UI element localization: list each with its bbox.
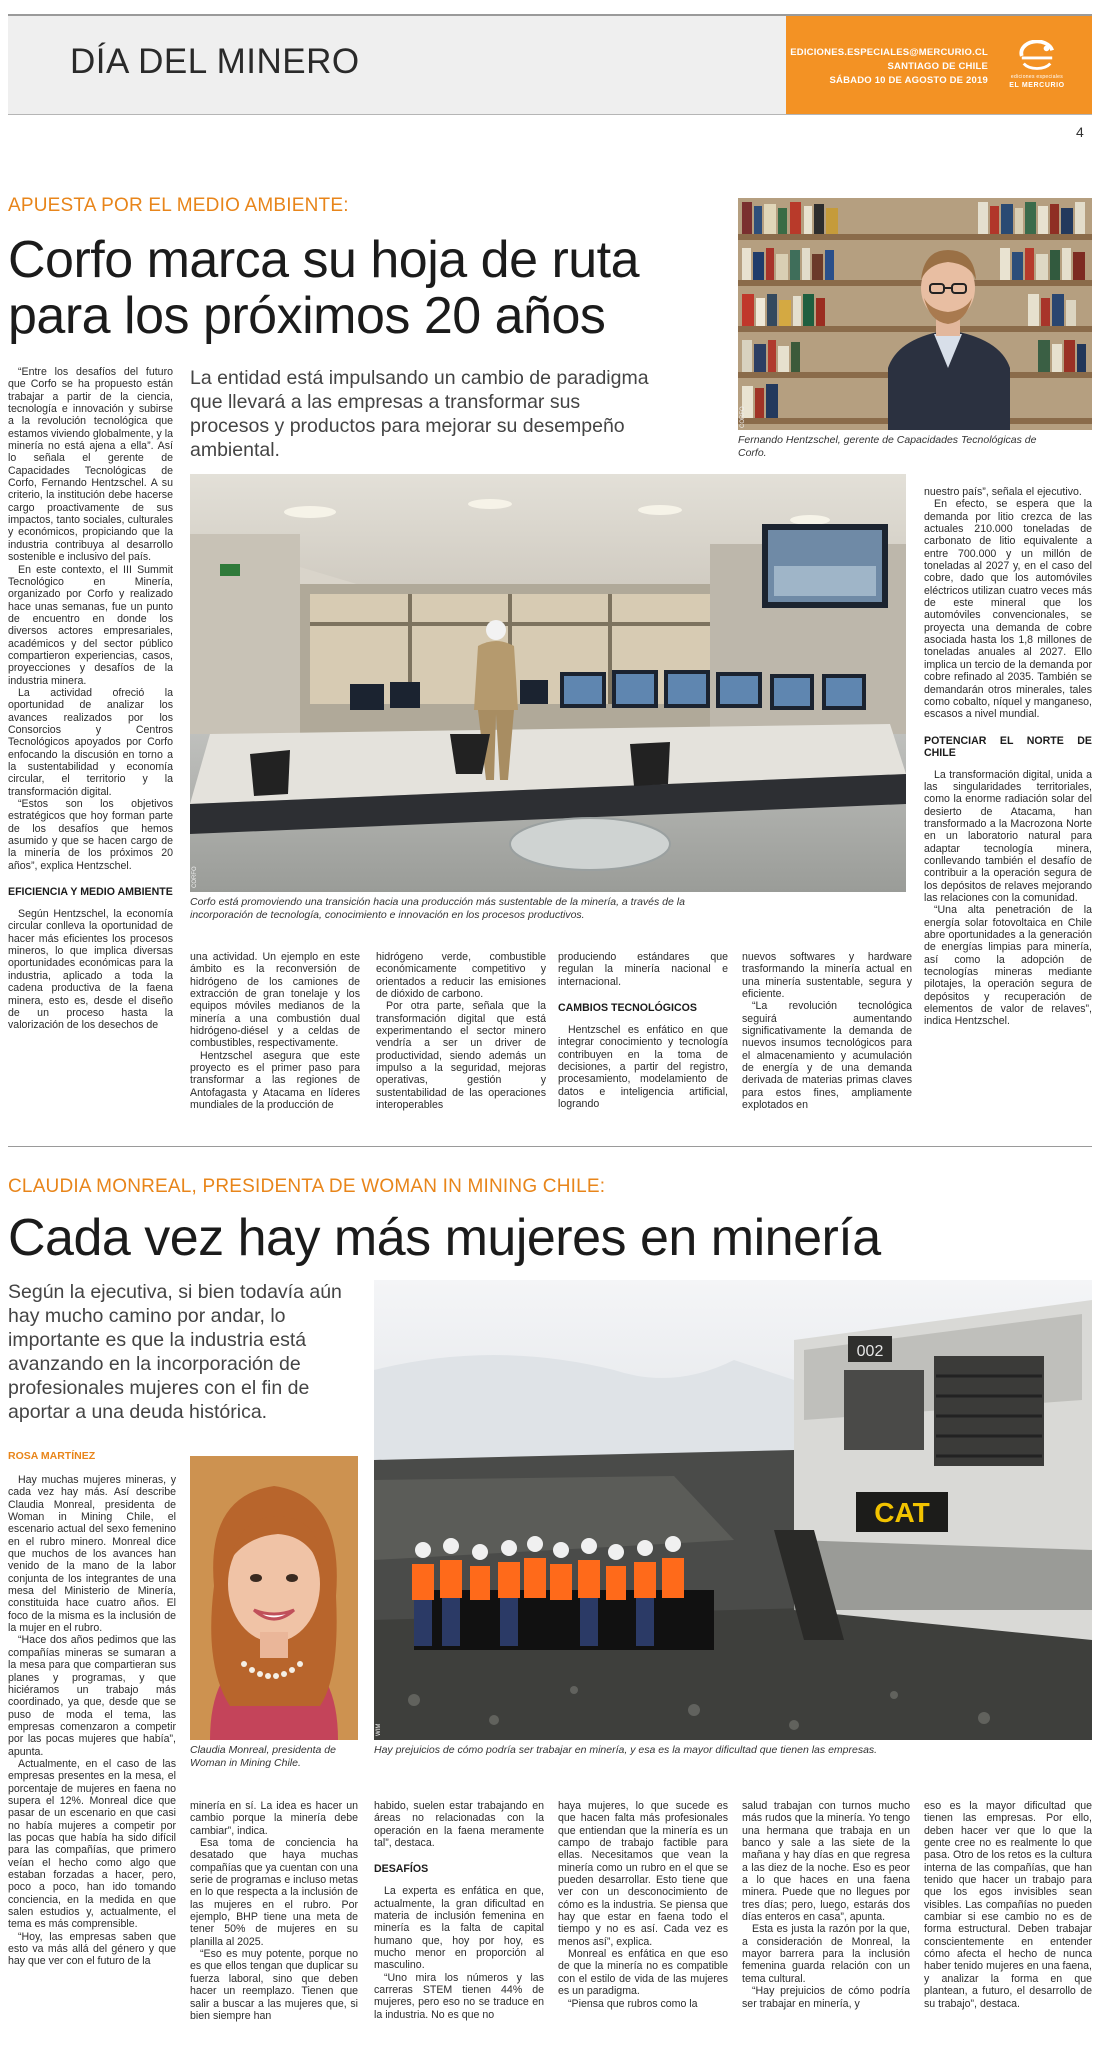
group-photo-credit: WIM [376,1723,382,1736]
paragraph: En efecto, se espera que la demanda por litio crezca de las actuales 210.000 toneladas de carbonato de litio equivalente a entre 700.000 y un millón de toneladas al 2027 y, en el caso del cobre, dado que los automóviles eléctricos utilizan cuatro veces más de este mineral que los automóviles convencionales, se proyecta una demanda de cobre asociada hasta los 1,8 millones de toneladas anuales al 2027. Ello implica un tercio de la demanda por cobre refinado al 2035. También se demandarán otros minerales, tales como cobalto, níquel y manganeso, escasos a nivel mundial. [924,498,1092,721]
header-contact-box [786,16,1092,114]
article1-column-left [8,366,173,1120]
article1-photo-caption: Corfo está promoviendo una transición hacia una producción más sustentable de la minería, a través de la incorporación de tecnología, conocimiento e innovación en los procesos productivos. [190,896,685,921]
paragraph: “Eso es muy potente, porque no es que ellos tengan que duplicar su fuerza laboral, sino que deben hacer un reemplazo. Tienen que salir a buscar a las mujeres que, si bien siempre han [190,1948,358,2022]
paragraph: “Una alta penetración de la energía solar fotovoltaica en Chile abre oportunidades a la generación de energías limpias para minería, así como la adopción de tecnologías mineras mediante pilotajes, la operación segura de depósitos y recuperación de elementos de valor de relaves”, indica Hentzschel. [924,904,1092,1028]
subheading-desafios: DESAFÍOS [374,1863,429,1876]
header-separator [8,114,1092,115]
paragraph: “Entre los desafíos del futuro que Corfo se ha propuesto están trabajar a partir de la ciencia, tecnología e innovación y subirse a la revolución tecnológica que estamos viviendo globalmente, y la minería no está ajena a ella”. Así lo señala el gerente de Capacidades Tecnológicas de Corfo, Fernando Hentzschel. A su criterio, la institución debe hacerse cargo proactivamente de sus impactos, tanto sociales, culturales y económicos, propiciando que la industria contribuya al desarrollo sostenible e inclusivo del país. [8,366,173,564]
control-room-photo [190,474,906,892]
paragraph: Hentzschel es enfático en que integrar conocimiento y tecnología contribuyen en la toma de decisiones, a partir del registro, procesamiento, modelamiento de datos e inteligencia artificial, logrando [558,1024,728,1111]
article2-column-5 [742,1800,910,2046]
article1-deck: La entidad está impulsando un cambio de paradigma que llevará a las empresas a transformar sus procesos y productos para mejorar su desempeño ambiental. [190,367,649,461]
article2-column-6 [924,1800,1092,2046]
article-divider [8,1146,1092,1147]
control-room-image [190,474,906,892]
article1-kicker: APUESTA POR EL MEDIO AMBIENTE: [8,195,349,216]
paragraph: habido, suelen estar trabajando en áreas no relacionadas con la operación en la faena meramente tal”, destaca. [374,1800,544,1850]
article2-column-2 [190,1800,358,2046]
paragraph: Esta es justa la razón por la que, a consideración de Monreal, la mayor barrera para la inclusión femenina guarda relación con un tema cultural. [742,1923,910,1985]
article1-headline [8,232,728,344]
article2-column-1 [8,1474,176,2046]
paragraph: “Hay prejuicios de cómo podría ser trabajar en minería, y [742,1985,910,2010]
paragraph: La actividad ofreció la oportunidad de analizar los avances realizados por los Consorcios y Centros Tecnológicos apoyados por Corfo enfocando la discusión en torno a la sustentabilidad y economía circular, el territorio y la transformación digital. [8,686,173,798]
article1-column-2 [190,951,360,1121]
portrait-credit: CORFO [740,406,746,428]
paragraph: una actividad. Un ejemplo en este ámbito es la reconversión de hidrógeno de los camiones de extracción de gran tonelaje y los equipos móviles medianos de la minería a una combustión dual hidrógeno-diésel y a celdas de combustibles, respectivamente. [190,951,360,1050]
paragraph: Según Hentzschel, la economía circular conlleva la oportunidad de hacer más eficientes los procesos mineros, lo que implica diversas oportunidades económicas para la industria, aplicado a toda la cadena productiva de la faena minera, esto es, desde el diseño de un proceso hasta la valorización de los desechos de [8,908,173,1032]
mining-group-image [374,1280,1092,1740]
article2-photo-caption: Hay prejuicios de cómo podría ser trabajar en minería, y esa es la mayor dificultad que tienen las empresas. [374,1744,878,1756]
section-title: DÍA DEL MINERO [70,42,360,81]
article2-portrait-caption: Claudia Monreal, presidenta de Woman in Mining Chile. [190,1744,336,1769]
truck-brand-label: CAT [874,1497,930,1528]
paragraph: produciendo estándares que regulan la minería nacional e internacional. [558,951,728,988]
paragraph: “La revolución tecnológica seguirá aumentando significativamente la demanda de nuevos insumos tecnológicos para el almacenamiento y acumulación de energía y de una demanda derivada de materias primas claves para estos fines, ampliamente explotados en [742,1000,912,1112]
paragraph: nuevos softwares y hardware trasformando la minería actual en una minería sustentable, segura y eficiente. [742,951,912,1001]
paragraph: eso es la mayor dificultad que tienen las empresas. Por ello, deben hacer ver que lo que la gente cree no es realmente lo que pasa. Otro de los retos es la cultura interna de las compañías, que han tenido que hacer un trabajo para que los egos invisibles sean visibles. Las compañías no pueden cambiar si ese cambio no es de forma estructural. Deben trabajar conscientemente en entender cómo afecta el hecho de nunca haber tenido mujeres en una faena, y analizar la forma en que plantean, a futuro, el desarrollo de su trabajo”, destaca. [924,1800,1092,2010]
article1-headline-line2: para los próximos 20 años [8,287,606,345]
paragraph: Hentzschel asegura que este proyecto es el primer paso para transformar a las regiones de Antofagasta y Atacama en líderes mundiales de la producción de [190,1049,360,1112]
header-contact [790,46,988,88]
paragraph: Por otra parte, señala que la transformación digital que está experimentando el sector minero vendría a ser un driver de productividad, siendo además un impulso a la seguridad, mejoras operativas, gestión y sustentabilidad de las operaciones interoperables [376,1000,546,1112]
paragraph: Monreal es enfática en que eso de que la minería no es compatible con el estilo de vida de las mujeres es un paradigma. [558,1948,728,1998]
article2-kicker: CLAUDIA MONREAL, PRESIDENTA DE WOMAN IN MINING CHILE: [8,1176,606,1197]
portrait-hentzschel [738,198,1092,430]
paragraph: minería en sí. La idea es hacer un cambio porque la minería debe cambiar”, indica. [190,1800,358,1837]
subheading-eficiencia: EFICIENCIA Y MEDIO AMBIENTE [8,886,173,899]
bookshelf-portrait-image [738,198,1092,430]
article2-column-3 [374,1800,544,2046]
subheading-potenciar: POTENCIAR EL NORTE DE CHILE [924,734,1092,759]
article2-byline: ROSA MARTÍNEZ [8,1450,96,1462]
el-mercurio-logo [1002,40,1072,89]
paragraph: En este contexto, el III Summit Tecnológico en Minería, organizado por Corfo y realizado hace unas semanas, fue un punto de encuentro en donde los diversos actores empresariales, académicos y del sector público compartieron experiencias, casos, proyecciones y desafíos de la industria minera. [8,563,173,687]
logo-text: EL MERCURIO [1009,82,1065,89]
article1-portrait-caption: Fernando Hentzschel, gerente de Capacidades Tecnológicas de Corfo. [738,434,1037,459]
logo-sub: ediciones especiales [1010,74,1064,80]
paragraph: “Hace dos años pedimos que las compañías mineras se sumaran a la mesa para que compartieran sus planes y programas, y que hiciéramos un trabajo más coordinado, ya que, desde que se puso de moda el tema, las empresas comenzaron a competir por las pocas mujeres que había”, apunta. [8,1634,176,1758]
paragraph: “Estos son los objetivos estratégicos que hoy forman parte de los desafíos que hemos asumido y que se hacen cargo de la minería de los próximos 20 años”, explica Hentzschel. [8,798,173,872]
paragraph: nuestro país”, señala el ejecutivo. [924,486,1082,498]
paragraph: “Hoy, las empresas saben que esto va más allá del género y que hay que ver con el futuro de la [8,1930,176,1968]
control-room-credit: CORFO [192,866,198,888]
paragraph: haya mujeres, lo que sucede es que hacen falta más profesionales que entiendan que la minería es un campo de trabajo factible para ellas. Necesitamos que vean la minería como un rubro en el que se pueden desarrollar. Esto tiene que ver con un desconocimiento de cómo es la industria. Se piensa que hay que estar en faena todo el tiempo y no es así. Cada vez es menos así”, explica. [558,1800,728,1948]
article1-column-right [924,486,1092,1122]
paragraph: Actualmente, en el caso de las empresas presentes en la mesa, el porcentaje de mujeres en faena no supera el 12%. Monreal dice que pasar de un escenario en que casi no había mujeres a competir por las pocas que había ha sido difícil para las compañías, que primero veían el hecho como algo que estaban forzadas a hacer, pero, poco a poco, han ido tomando conciencia, en la medida en que salen estudios y, actualmente, el tema es más comprensible. [8,1757,176,1931]
header-date: SÁBADO 10 DE AGOSTO DE 2019 [829,75,988,86]
article2-deck: Según la ejecutiva, si bien todavía aún hay mucho camino por andar, lo importante es que la industria está avanzando en la incorporación de profesionales mujeres con el fin de aportar a una deuda histórica. [8,1281,342,1423]
article1-column-5 [742,951,912,1121]
paragraph: salud trabajan con turnos mucho más rudos que la minería. Yo tengo una hermana que trabaja en un banco y sale a las siete de la mañana y hay días en que regresa a las diez de la noche. Eso es peor a lo que haces en una faena minera. Puede que no llegues por tres días; pero, luego, estarás dos días enteros en casa”, apunta. [742,1800,910,1924]
paragraph: hidrógeno verde, combustible económicamente competitivo y orientados a reducir las emisiones de dióxido de carbono. [376,951,546,1001]
monreal-portrait-image [190,1456,358,1740]
mercurio-emblem-icon [1018,40,1056,72]
paragraph: “Piensa que rubros como la [568,1997,698,2010]
header-city: SANTIAGO DE CHILE [887,61,988,72]
article1-column-3 [376,951,546,1121]
truck-number-label: 002 [856,1343,884,1360]
portrait-monreal [190,1456,358,1740]
paragraph: “Uno mira los números y las carreras STEM tienen 44% de mujeres, pero eso no se traduce en la industria. No es que no [374,1971,544,2021]
paragraph: Esa toma de conciencia ha desatado que haya muchas compañías que ya cuentan con una serie de programas e incluso metas en lo que respecta a la inclusión de las mujeres en el rubro. Por ejemplo, BHP tiene una meta de tener 50% de mujeres en su planilla al 2025. [190,1837,358,1948]
article1-column-4 [558,951,728,1121]
mining-group-photo [374,1280,1092,1740]
subheading-cambios: CAMBIOS TECNOLÓGICOS [558,1002,697,1015]
header-email[interactable]: EDICIONES.ESPECIALES@MERCURIO.CL [790,47,988,58]
article2-headline: Cada vez hay más mujeres en minería [8,1209,881,1267]
cat-truck-graphic [774,1300,1092,1640]
paragraph: La experta es enfática en que, actualmente, la gran dificultad en materia de inclusión femenina en minería es la falta de capital humano que, hoy por hoy, es mucho menor en proporción al masculino. [374,1885,544,1972]
paragraph: La transformación digital, unida a las singularidades territoriales, como la enorme radiación solar del desierto de Atacama, han transformado a la Macrozona Norte en un laboratorio natural para adaptar tecnología minera, conllevando también el desafío de contribuir a la operación segura de los depósitos de relaves mejorando las relaciones con la comunidad. [924,768,1092,904]
wall-monitor-graphic [762,524,888,608]
article2-column-4 [558,1800,728,2046]
paragraph: Hay muchas mujeres mineras, y cada vez hay más. Así describe Claudia Monreal, presidenta de Woman in Mining Chile, el escenario actual del sexo femenino en el rubro minero. Monreal dice que muchos de los avances han venido de la mano de la labor conjunta de los integrantes de una mesa del Ministerio de Minería, constituida hace cuatro años. El foco de la misma es la inclusión de la mujer en el rubro. [8,1474,176,1635]
page-number: 4 [1076,124,1084,140]
article1-headline-line1: Corfo marca su hoja de ruta [8,231,640,289]
